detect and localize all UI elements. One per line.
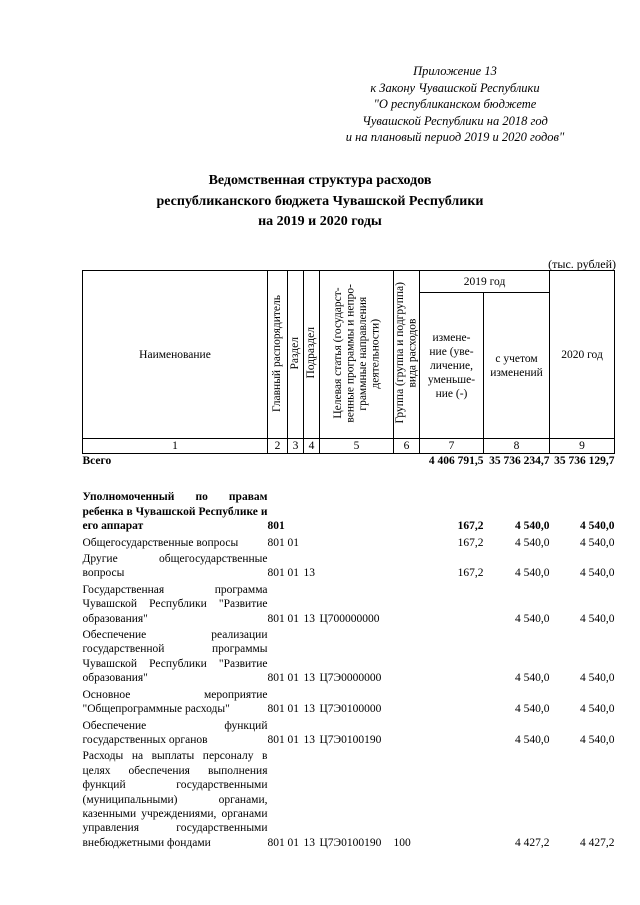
row-section: 01: [287, 836, 299, 849]
row-change: [420, 686, 484, 717]
col-number: 2: [268, 439, 288, 454]
table-row: [83, 468, 615, 533]
row-name: Обеспечение функций государственных органов: [82, 719, 268, 746]
header-section-text: Раздел: [289, 336, 302, 370]
row-2020: 4 540,0: [580, 733, 615, 746]
row-group: [394, 686, 420, 717]
header-subsection-text: Подраздел: [305, 327, 318, 379]
header-section: [288, 271, 304, 439]
col-number: 1: [83, 439, 268, 454]
row-target: Ц7Э0100190: [319, 733, 382, 746]
table-body: [83, 454, 615, 851]
row-change: 167,2: [457, 536, 484, 549]
table-row: [83, 454, 615, 469]
row-group: [394, 581, 420, 626]
row-subsection: 13: [303, 733, 315, 746]
expenditure-table: [82, 270, 615, 850]
row-section: 01: [287, 733, 299, 746]
row-with-changes: 4 540,0: [515, 567, 550, 580]
row-change: [420, 626, 484, 686]
row-change: 167,2: [457, 567, 484, 580]
row-change: 4 406 791,5: [428, 455, 484, 467]
appendix-line: Приложение 13: [413, 64, 497, 78]
row-manager: 801: [267, 672, 285, 685]
row-group: [394, 454, 420, 469]
table-row: [83, 747, 615, 850]
title-line: Ведомственная структура расходов: [208, 173, 432, 188]
row-target: [320, 454, 394, 469]
appendix-line: к Закону Чувашской Республики: [370, 80, 540, 95]
row-name: Расходы на выплаты персоналу в целях обеспечения выполнения функций государственными (муниципальными) органами, казенными учреждениями, органами управления государственными внебюджетными фондами: [82, 750, 268, 849]
row-name: Другие общегосударственные вопросы: [82, 553, 268, 580]
row-manager: 801: [267, 567, 285, 580]
row-target: Ц700000000: [319, 612, 380, 625]
table-row: [83, 534, 615, 550]
row-change: [420, 581, 484, 626]
table-row: [83, 550, 615, 581]
row-section: 01: [287, 672, 299, 685]
row-name: Обеспечение реализации государственной программы Чувашской Республики "Развитие образования": [82, 629, 268, 685]
row-target: [320, 534, 394, 550]
row-group: [394, 468, 420, 533]
row-subsection: 13: [303, 567, 315, 580]
row-section: 01: [287, 567, 299, 580]
row-group: [394, 550, 420, 581]
table-row: [83, 626, 615, 686]
row-manager: 801: [267, 536, 285, 549]
header-manager-text: Главный распорядитель: [271, 294, 284, 412]
table-row: [83, 686, 615, 717]
appendix-line: и на плановый период 2019 и 2020 годов": [345, 130, 565, 145]
row-change: 167,2: [457, 520, 484, 533]
header-name: Наименование: [83, 271, 268, 439]
row-with-changes: 4 540,0: [515, 536, 550, 549]
table-row: [83, 717, 615, 748]
row-2020: 4 540,0: [580, 703, 615, 716]
row-2020: 35 736 129,7: [554, 455, 615, 467]
col-number: 6: [394, 439, 420, 454]
col-number: 9: [550, 439, 615, 454]
appendix-line: Чувашской Республики на 2018 год: [362, 113, 548, 128]
row-group: [394, 626, 420, 686]
row-name: Государственная программа Чувашской Республики "Развитие образования": [82, 583, 268, 625]
row-target: Ц7Э0100000: [319, 703, 382, 716]
title-line: на 2019 и 2020 годы: [258, 214, 382, 229]
appendix-note: [290, 63, 620, 146]
header-group: [394, 271, 420, 439]
row-target: Ц7Э0100190: [319, 836, 382, 849]
row-manager: 801: [267, 836, 285, 849]
row-manager: 801: [267, 520, 285, 533]
row-2020: 4 427,2: [580, 836, 615, 849]
row-change: [420, 717, 484, 748]
row-change: [420, 747, 484, 850]
row-2020: 4 540,0: [580, 536, 615, 549]
row-group: [394, 534, 420, 550]
row-with-changes: 4 427,2: [515, 836, 550, 849]
header-subsection: [304, 271, 320, 439]
row-2020: 4 540,0: [580, 567, 615, 580]
row-name: Всего: [82, 455, 112, 467]
appendix-line: "О республиканском бюджете: [373, 97, 537, 112]
row-manager: 801: [267, 703, 285, 716]
row-subsection: 13: [303, 836, 315, 849]
header-manager: [268, 271, 288, 439]
table-row: [83, 581, 615, 626]
col-number: 5: [320, 439, 394, 454]
row-subsection: [304, 454, 320, 469]
row-target: [320, 550, 394, 581]
row-2020: 4 540,0: [580, 672, 615, 685]
col-number: 7: [420, 439, 484, 454]
row-with-changes: 4 540,0: [515, 703, 550, 716]
row-section: [288, 454, 304, 469]
col-number: 4: [304, 439, 320, 454]
row-with-changes: 4 540,0: [515, 672, 550, 685]
row-with-changes: 4 540,0: [515, 520, 550, 533]
col-number: 8: [484, 439, 550, 454]
row-manager: [268, 454, 288, 469]
row-subsection: 13: [303, 612, 315, 625]
column-number-row: [83, 439, 615, 454]
row-subsection: [304, 468, 320, 533]
row-2020: 4 540,0: [580, 612, 615, 625]
header-with-changes: с учетом изменений: [484, 293, 550, 439]
header-year-2019: 2019 год: [420, 271, 550, 293]
row-target: [320, 468, 394, 533]
row-name: Основное мероприятие "Общепрограммные расходы": [82, 688, 268, 716]
row-with-changes: 35 736 234,7: [489, 455, 550, 467]
header-change: измене- ние (уве- личение, уменьше- ние (-): [420, 293, 484, 439]
row-with-changes: 4 540,0: [515, 612, 550, 625]
row-with-changes: 4 540,0: [515, 733, 550, 746]
units-label: (тыс. рублей): [548, 257, 616, 271]
row-2020: 4 540,0: [580, 520, 615, 533]
row-manager: 801: [267, 612, 285, 625]
header-year-2020: 2020 год: [550, 271, 615, 439]
row-name: Уполномоченный по правам ребенка в Чувашской Республике и его аппарат: [82, 491, 268, 533]
row-group: 100: [393, 836, 411, 849]
header-target-text: Целевая статья (государст- венные программы и непро- граммные направления деятельности): [331, 283, 381, 423]
row-subsection: 13: [303, 672, 315, 685]
row-section: 01: [287, 536, 299, 549]
title-line: республиканского бюджета Чувашской Республики: [156, 193, 484, 209]
row-name: Общегосударственные вопросы: [82, 536, 239, 549]
row-subsection: 13: [303, 703, 315, 716]
row-section: [288, 468, 304, 533]
document-title: [80, 171, 560, 233]
row-manager: 801: [267, 733, 285, 746]
col-number: 3: [288, 439, 304, 454]
header-target: [320, 271, 394, 439]
row-group: [394, 717, 420, 748]
row-section: 01: [287, 703, 299, 716]
row-subsection: [304, 534, 320, 550]
row-section: 01: [287, 612, 299, 625]
header-group-text: Группа (группа и подгруппа) вида расходов: [394, 282, 419, 424]
row-target: Ц7Э0000000: [319, 672, 382, 685]
